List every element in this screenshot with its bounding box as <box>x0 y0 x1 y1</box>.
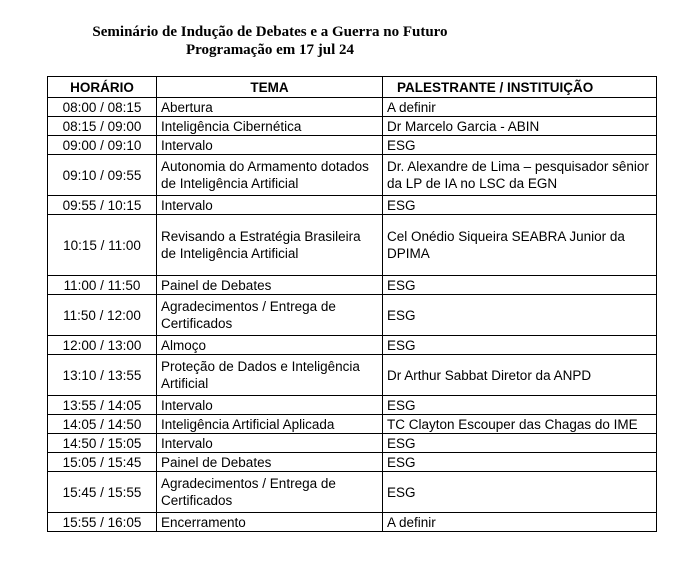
topic-cell: Autonomia do Armamento dotados de Inteligência Artificial <box>157 155 383 196</box>
topic-cell: Abertura <box>157 98 383 117</box>
time-cell: 11:00 / 11:50 <box>48 276 157 295</box>
speaker-cell: ESG <box>383 396 657 415</box>
table-row <box>48 453 657 472</box>
topic-cell: Inteligência Cibernética <box>157 117 383 136</box>
speaker-cell: ESG <box>383 295 657 336</box>
schedule-table <box>47 76 657 532</box>
table-row <box>48 215 657 276</box>
topic-cell: Encerramento <box>157 513 383 532</box>
header-time: HORÁRIO <box>48 77 157 98</box>
topic-cell: Intervalo <box>157 136 383 155</box>
time-cell: 15:05 / 15:45 <box>48 453 157 472</box>
topic-cell: Intervalo <box>157 434 383 453</box>
time-cell: 09:10 / 09:55 <box>48 155 157 196</box>
speaker-cell: ESG <box>383 434 657 453</box>
table-row <box>48 355 657 396</box>
table-row <box>48 472 657 513</box>
topic-cell: Agradecimentos / Entrega de Certificados <box>157 472 383 513</box>
topic-cell: Proteção de Dados e Inteligência Artificial <box>157 355 383 396</box>
table-row <box>48 434 657 453</box>
time-cell: 15:55 / 16:05 <box>48 513 157 532</box>
table-row <box>48 415 657 434</box>
topic-cell: Intervalo <box>157 196 383 215</box>
table-row <box>48 117 657 136</box>
speaker-cell: ESG <box>383 276 657 295</box>
header-speaker: PALESTRANTE / INSTITUIÇÃO <box>383 77 657 98</box>
header-topic: TEMA <box>157 77 383 98</box>
time-cell: 09:00 / 09:10 <box>48 136 157 155</box>
topic-cell: Revisando a Estratégia Brasileira de Inteligência Artificial <box>157 215 383 276</box>
topic-cell: Almoço <box>157 336 383 355</box>
speaker-cell: A definir <box>383 98 657 117</box>
speaker-cell: TC Clayton Escouper das Chagas do IME <box>383 415 657 434</box>
table-row <box>48 513 657 532</box>
table-row <box>48 276 657 295</box>
table-row <box>48 295 657 336</box>
table-row <box>48 196 657 215</box>
time-cell: 08:00 / 08:15 <box>48 98 157 117</box>
table-row <box>48 98 657 117</box>
time-cell: 14:05 / 14:50 <box>48 415 157 434</box>
table-row <box>48 336 657 355</box>
time-cell: 13:55 / 14:05 <box>48 396 157 415</box>
time-cell: 15:45 / 15:55 <box>48 472 157 513</box>
document-title: Seminário de Indução de Debates e a Guerra no Futuro <box>92 24 448 40</box>
topic-cell: Painel de Debates <box>157 453 383 472</box>
time-cell: 10:15 / 11:00 <box>48 215 157 276</box>
speaker-cell: Cel Onédio Siqueira SEABRA Junior da DPIMA <box>383 215 657 276</box>
document-subtitle: Programação em 17 jul 24 <box>185 42 355 58</box>
time-cell: 13:10 / 13:55 <box>48 355 157 396</box>
time-cell: 08:15 / 09:00 <box>48 117 157 136</box>
table-header-row <box>48 77 657 98</box>
speaker-cell: ESG <box>383 136 657 155</box>
time-cell: 09:55 / 10:15 <box>48 196 157 215</box>
topic-cell: Intervalo <box>157 396 383 415</box>
time-cell: 12:00 / 13:00 <box>48 336 157 355</box>
table-row <box>48 396 657 415</box>
time-cell: 14:50 / 15:05 <box>48 434 157 453</box>
speaker-cell: Dr. Alexandre de Lima – pesquisador sênior da LP de IA no LSC da EGN <box>383 155 657 196</box>
speaker-cell: ESG <box>383 472 657 513</box>
time-cell: 11:50 / 12:00 <box>48 295 157 336</box>
speaker-cell: Dr Marcelo Garcia - ABIN <box>383 117 657 136</box>
speaker-cell: ESG <box>383 453 657 472</box>
speaker-cell: ESG <box>383 196 657 215</box>
speaker-cell: ESG <box>383 336 657 355</box>
speaker-cell: A definir <box>383 513 657 532</box>
speaker-cell: Dr Arthur Sabbat Diretor da ANPD <box>383 355 657 396</box>
table-row <box>48 136 657 155</box>
table-row <box>48 155 657 196</box>
topic-cell: Inteligência Artificial Aplicada <box>157 415 383 434</box>
topic-cell: Agradecimentos / Entrega de Certificados <box>157 295 383 336</box>
topic-cell: Painel de Debates <box>157 276 383 295</box>
